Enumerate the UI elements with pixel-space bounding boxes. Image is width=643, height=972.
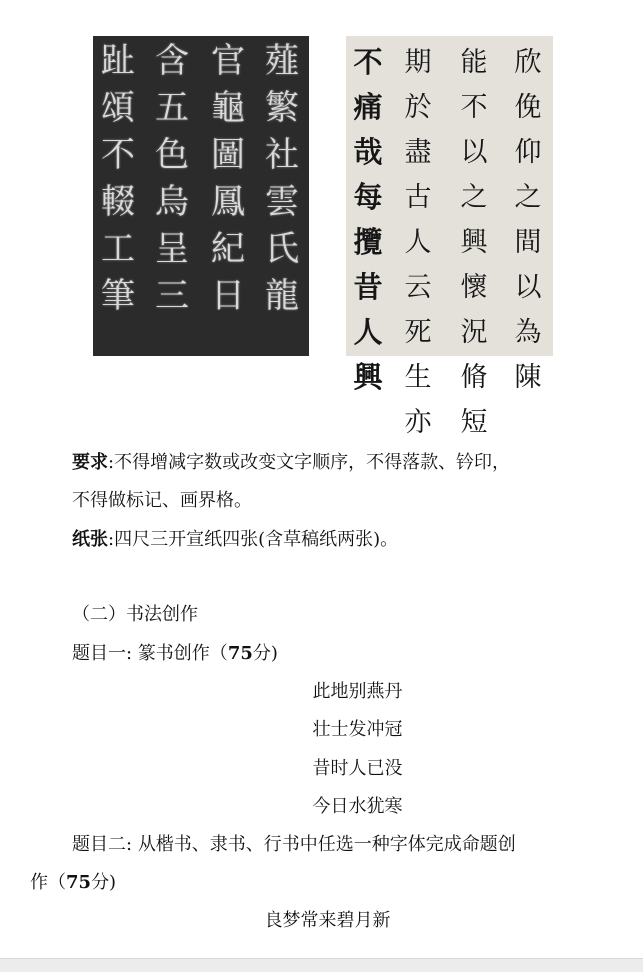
paper-line (72, 528, 398, 552)
calligraphy-character: 紀 (211, 229, 245, 269)
topic1-suffix: 分) (252, 643, 278, 664)
topic2-title-line-2 (30, 871, 116, 895)
calligraphy-character: 痛 (353, 90, 383, 124)
ink-column-2 (452, 40, 496, 445)
topic1-score: 75 (227, 643, 253, 664)
topic1-poem-line-1: 此地别燕丹 (312, 681, 403, 702)
topic2-title-text: 从楷书、隶书、行书中任选一种字体完成命题创 (137, 834, 516, 855)
calligraphy-character: 筆 (101, 276, 135, 316)
ink-column-1 (506, 40, 550, 400)
calligraphy-character: 圖 (211, 135, 245, 175)
calligraphy-character: 龍 (265, 276, 299, 316)
calligraphy-character: 期 (404, 47, 432, 78)
calligraphy-character: 氏 (265, 229, 299, 269)
calligraphy-character: 含 (155, 41, 189, 81)
calligraphy-character: 陳 (514, 362, 542, 393)
calligraphy-character: 工 (101, 229, 135, 269)
calligraphy-character: 人 (404, 227, 432, 258)
calligraphy-character: 三 (155, 276, 189, 316)
running-script-image (346, 36, 553, 438)
calligraphy-character: 攬 (353, 225, 383, 259)
calligraphy-character: 興 (353, 360, 383, 394)
calligraphy-character: 云 (404, 272, 432, 303)
topic2-suffix: 分) (91, 872, 117, 893)
topic2-label: 题目二: (72, 834, 133, 855)
topic2-poem-line-1: 良梦常来碧月新 (264, 910, 391, 931)
calligraphy-character: 人 (353, 315, 383, 349)
stele-column-2 (203, 38, 253, 320)
calligraphy-character: 為 (514, 317, 542, 348)
calligraphy-character: 色 (155, 135, 189, 175)
calligraphy-character: 趾 (101, 41, 135, 81)
calligraphy-character: 龜 (211, 88, 245, 128)
calligraphy-character: 哉 (353, 135, 383, 169)
requirements-line-1 (72, 451, 510, 475)
topic2-title-line-1 (72, 833, 516, 857)
calligraphy-character: 以 (514, 272, 542, 303)
calligraphy-character: 社 (265, 135, 299, 175)
calligraphy-character: 烏 (155, 182, 189, 222)
calligraphy-character: 亦 (404, 407, 432, 438)
paper-text: :四尺三开宣纸四张(含草稿纸两张)。 (108, 529, 399, 550)
calligraphy-character: 不 (353, 45, 383, 79)
ink-column-3 (396, 40, 440, 445)
topic1-prefix: 篆书创作（ (137, 643, 228, 664)
paper-label: 纸张 (72, 529, 108, 550)
page-bottom-divider (0, 958, 643, 972)
calligraphy-character: 死 (404, 317, 432, 348)
topic2-score: 75 (66, 872, 92, 893)
calligraphy-character: 懷 (460, 272, 488, 303)
calligraphy-character: 以 (460, 137, 488, 168)
topic1-poem-line-4: 今日水犹寒 (312, 796, 403, 817)
calligraphy-character: 每 (353, 180, 383, 214)
calligraphy-character: 況 (460, 317, 488, 348)
calligraphy-character: 昔 (353, 270, 383, 304)
topic1-title (72, 642, 278, 666)
calligraphy-character: 頌 (101, 88, 135, 128)
calligraphy-character: 能 (460, 47, 488, 78)
calligraphy-character: 鳳 (211, 182, 245, 222)
section2-heading: （二）书法创作 (72, 604, 198, 625)
ink-column-4 (346, 40, 390, 400)
stele-rubbing-image (93, 36, 309, 356)
calligraphy-character: 輟 (101, 182, 135, 222)
requirements-label: 要求 (72, 452, 108, 473)
topic1-poem-line-2: 壮士发冲冠 (312, 719, 403, 740)
calligraphy-character: 不 (460, 92, 488, 123)
calligraphy-character: 盡 (404, 137, 432, 168)
calligraphy-character: 興 (460, 227, 488, 258)
calligraphy-character: 繁 (265, 88, 299, 128)
requirements-text-1: :不得增减字数或改变文字顺序，不得落款、钤印， (108, 452, 511, 473)
stele-column-3 (147, 38, 197, 320)
calligraphy-character: 五 (155, 88, 189, 128)
calligraphy-character: 短 (460, 407, 488, 438)
calligraphy-character: 官 (211, 41, 245, 81)
calligraphy-character: 不 (101, 135, 135, 175)
calligraphy-character: 薤 (265, 41, 299, 81)
requirements-text-2: 不得做标记、画界格。 (72, 490, 252, 511)
calligraphy-character: 俛 (514, 92, 542, 123)
stele-column-4 (93, 38, 143, 320)
calligraphy-character: 脩 (460, 362, 488, 393)
calligraphy-character: 欣 (514, 47, 542, 78)
topic1-poem-line-3: 昔时人已没 (312, 758, 403, 779)
topic1-label: 题目一: (72, 643, 133, 664)
calligraphy-character: 於 (404, 92, 432, 123)
calligraphy-character: 之 (460, 182, 488, 213)
calligraphy-character: 之 (514, 182, 542, 213)
stele-column-1 (257, 38, 307, 320)
calligraphy-character: 日 (211, 276, 245, 316)
calligraphy-character: 雲 (265, 182, 299, 222)
calligraphy-character: 古 (404, 182, 432, 213)
requirements-line-2 (72, 489, 252, 513)
calligraphy-character: 呈 (155, 229, 189, 269)
topic2-prefix: 作（ (30, 872, 66, 893)
calligraphy-character: 間 (514, 227, 542, 258)
calligraphy-character: 生 (404, 362, 432, 393)
calligraphy-character: 仰 (514, 137, 542, 168)
